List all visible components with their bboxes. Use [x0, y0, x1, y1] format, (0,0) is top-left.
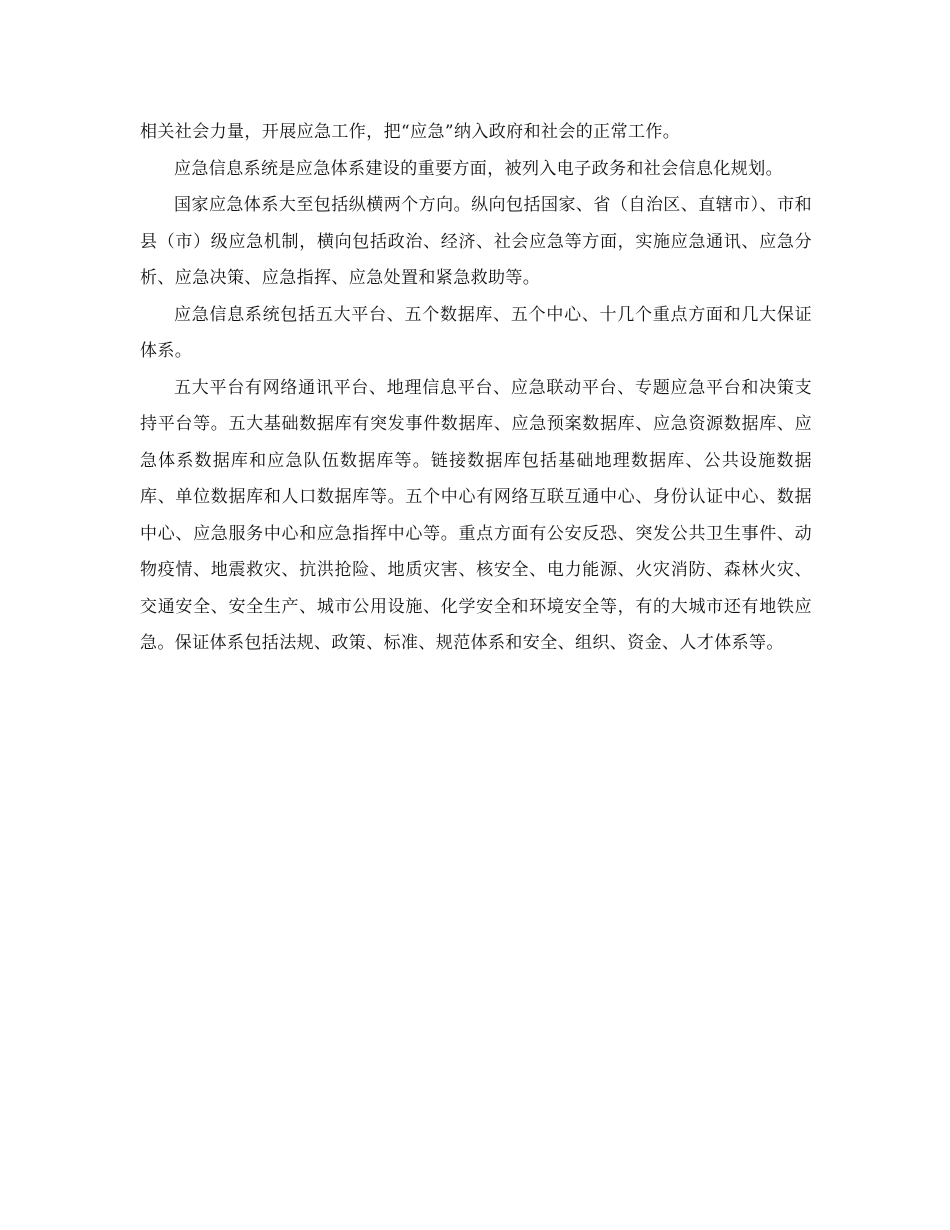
- paragraph-3: 国家应急体系大至包括纵横两个方向。纵向包括国家、省（自治区、直辖市）、市和县（市）级应急机制，横向包括政治、经济、社会应急等方面，实施应急通讯、应急分析、应急决策、应急指挥、应急处置和紧急救助等。: [140, 195, 812, 288]
- paragraph-1: 相关社会力量，开展应急工作，把“应急”纳入政府和社会的正常工作。: [140, 122, 681, 142]
- paragraph-5: 五大平台有网络通讯平台、地理信息平台、应急联动平台、专题应急平台和决策支持平台等。五大基础数据库有突发事件数据库、应急预案数据库、应急资源数据库、应急体系数据库和应急队伍数据库等。链接数据库包括基础地理数据库、公共设施数据库、单位数据库和人口数据库等。五个中心有网络互联互通中心、身份认证中心、数据中心、应急服务中心和应急指挥中心等。重点方面有公安反恐、突发公共卫生事件、动物疫情、地震救灾、抗洪抢险、地质灾害、核安全、电力能源、火灾消防、森林火灾、交通安全、安全生产、城市公用设施、化学安全和环境安全等，有的大城市还有地铁应急。保证体系包括法规、政策、标准、规范体系和安全、组织、资金、人才体系等。: [140, 377, 812, 653]
- paragraph-2: 应急信息系统是应急体系建设的重要方面，被列入电子政务和社会信息化规划。: [174, 158, 783, 179]
- document-body: [140, 114, 812, 662]
- paragraph-4: 应急信息系统包括五大平台、五个数据库、五个中心、十几个重点方面和几大保证体系。: [140, 304, 812, 361]
